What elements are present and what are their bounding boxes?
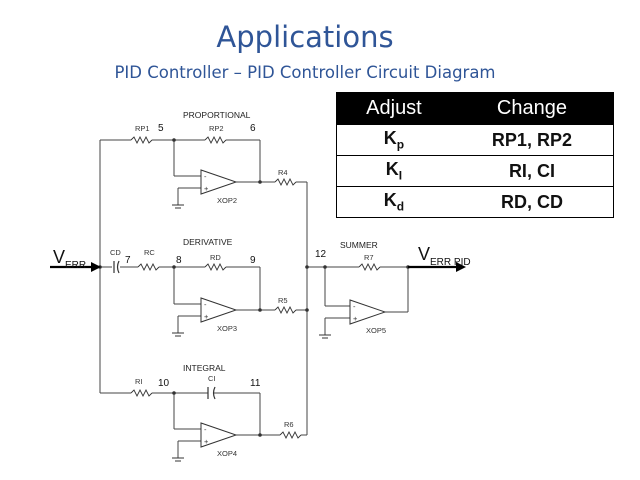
- resistor-rp2: [205, 137, 226, 143]
- node-6: 6: [250, 123, 256, 134]
- label-ci: CI: [208, 374, 216, 383]
- section-label-integral: INTEGRAL: [183, 363, 226, 373]
- table-cell-change: RD, CD: [451, 187, 614, 218]
- minus-sign: -: [204, 425, 207, 434]
- label-xop3: XOP3: [217, 324, 238, 333]
- input-label-main: V: [53, 247, 66, 267]
- table-cell-change: RI, CI: [451, 156, 614, 187]
- label-rp2: RP2: [209, 124, 224, 133]
- opamp-xop4: [201, 423, 236, 447]
- minus-sign: -: [204, 300, 207, 309]
- node-9: 9: [250, 255, 256, 266]
- resistor-rp1: [131, 137, 152, 143]
- label-rd: RD: [210, 253, 221, 262]
- label-xop4: XOP4: [217, 449, 238, 458]
- resistor-r5: [275, 307, 296, 313]
- table-cell-change: RP1, RP2: [451, 125, 614, 156]
- table-header-change: Change: [451, 92, 614, 125]
- node-8: 8: [176, 255, 182, 266]
- node-11: 11: [250, 378, 261, 389]
- node-5: 5: [158, 123, 164, 134]
- gain-symbol: K: [385, 159, 399, 180]
- resistor-ri: [131, 390, 152, 396]
- label-ri: RI: [135, 377, 143, 386]
- gain-symbol: K: [383, 128, 397, 149]
- label-xop2: XOP2: [217, 196, 238, 205]
- page-title: Applications: [216, 20, 394, 54]
- plus-sign: +: [204, 437, 209, 446]
- minus-sign: -: [353, 302, 356, 311]
- label-r6: R6: [284, 420, 294, 429]
- plus-sign: +: [204, 184, 209, 193]
- plus-sign: +: [204, 312, 209, 321]
- label-r7: R7: [364, 253, 374, 262]
- label-r5: R5: [278, 296, 288, 305]
- label-xop5: XOP5: [366, 326, 387, 335]
- resistor-r7: [359, 264, 380, 270]
- gain-subscript: d: [396, 199, 405, 214]
- section-label-summer: SUMMER: [340, 240, 378, 250]
- node-12: 12: [315, 249, 327, 260]
- section-label-derivative: DERIVATIVE: [183, 237, 233, 247]
- opamp-xop5: [350, 300, 385, 324]
- output-label-sub: ERR PID: [430, 257, 471, 268]
- gain-subscript: I: [398, 168, 403, 183]
- output-label: [418, 244, 471, 268]
- minus-sign: -: [204, 172, 207, 181]
- resistor-rc: [138, 264, 159, 270]
- plus-sign: +: [353, 314, 358, 323]
- output-label-main: V: [418, 244, 431, 264]
- section-label-proportional: PROPORTIONAL: [183, 110, 251, 120]
- capacitor-ci: [208, 387, 215, 399]
- label-cd: CD: [110, 248, 121, 257]
- circuit-wires: [100, 137, 408, 458]
- resistor-rd: [205, 264, 226, 270]
- label-rp1: RP1: [135, 124, 150, 133]
- capacitor-cd: [114, 261, 119, 273]
- label-r4: R4: [278, 168, 288, 177]
- node-10: 10: [158, 378, 170, 389]
- resistor-r4: [275, 179, 296, 185]
- label-rc: RC: [144, 248, 155, 257]
- page-subtitle: PID Controller – PID Controller Circuit Diagram: [114, 63, 496, 82]
- node-7: 7: [125, 255, 131, 266]
- table-header-adjust: Adjust: [337, 92, 451, 125]
- gain-subscript: p: [396, 137, 405, 152]
- gain-symbol: K: [383, 190, 397, 211]
- resistor-r6: [280, 432, 301, 438]
- opamp-xop3: [201, 298, 236, 322]
- input-label-sub: ERR: [65, 260, 87, 271]
- opamp-xop2: [201, 170, 236, 194]
